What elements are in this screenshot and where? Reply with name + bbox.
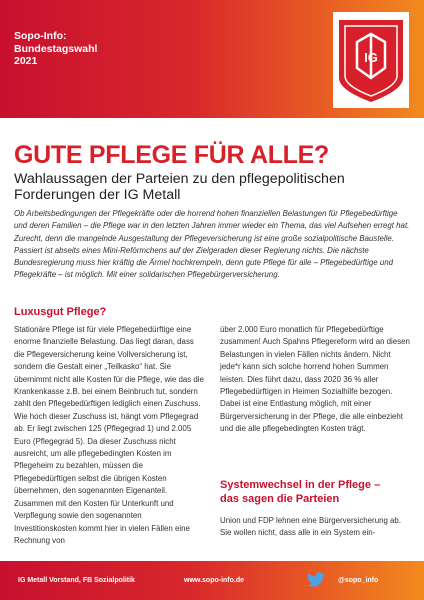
ig-metall-logo-icon [333, 12, 409, 108]
footer-website-link[interactable]: www.sopo-info.de [184, 577, 245, 584]
page-title: GUTE PFLEGE FÜR ALLE? [14, 141, 329, 169]
footer-org: IG Metall Vorstand, FB Sozialpolitik [18, 577, 135, 584]
twitter-bird-icon[interactable] [306, 572, 326, 588]
body-text-right: über 2.000 Euro monatlich für Pflegebedürftige zusammen! Auch Spahns Pflegereform wird an diesen Belastungen in vielen Fällen nichts ändern. Nicht jede*r kann sich solche horrend hohen Summen leisten. Dies führt dazu, dass 2020 36 % aller Pflegebedürftigen in Heimen Sozialhilfe bezogen. Dabei ist eine Entlastung möglich, mit einer Bürgerversicherung in der Pflege, die alle einbezieht und die alle pflegebedingten Kosten trägt. [220, 325, 410, 434]
header-label: Sopo-Info: Bundestagswahl 2021 [14, 30, 98, 67]
ig-metall-logo [333, 12, 409, 108]
section-heading-systemwechsel: Systemwechsel in der Pflege – das sagen die Parteien [220, 479, 381, 505]
footer-twitter-handle[interactable]: @sopo_info [338, 577, 379, 584]
footer-bar [0, 561, 424, 600]
body-text-left: Stationäre Pflege ist für viele Pflegebedürftige eine enorme finanzielle Belastung. Das liegt daran, dass die Pflegeversicherung keine Vollversicherung ist, sondern die Gestalt einer „Teilkasko“ hat. Sie übernimmt nicht alle Kosten für die Pflege, wie das die Krankenkasse z.B. bei einem Beinbruch tut, sondern zahlt den Pflegebedürftigen lediglich einen Zuschuss. Wie hoch dieser Zuschuss ist, hängt vom Pflegegrad ab. Er liegt zwischen 125 (Pflegegrad 1) und 2.005 Euro (Pflegegrad 5). Da dieser Zuschuss nicht ausreicht, um alle pflegebedingten Kosten im Pflegeheim zu bezahlen, müssen die Pflegebedürftigen selbst die übrigen Kosten übernehmen, den sogenannten Eigenanteil. Zusammen mit den Kosten für Unterkunft und Verpflegung sowie den sogenannten Investitionskosten kommt hier in vielen Fällen eine Rechnung von [14, 325, 204, 545]
header-banner [0, 0, 424, 118]
page-subtitle: Wahlaussagen der Parteien zu den pflegepolitischen Forderungen der IG Metall [14, 171, 345, 203]
intro-paragraph: Ob Arbeitsbedingungen der Pflegekräfte oder die horrend hohen finanziellen Belastungen für Pflegebedürftige und deren Familien – die Pflege war in den letzten Jahren immer wieder ein Thema, das viel Aufsehen erregt hat. Zurecht, denn die mangelnde Ausgestaltung der Pflegeversicherung ist eine große sozialpolitische Baustelle. Passiert ist abseits eines Mini-Reförmchens auf der Zielgeraden dieser Regierung nichts. Die nächste Bundesregierung muss hier kräftig die Ärmel hochkrempeln, denn gute Pflege für alle – Pflegebedürftige und Pflegekräfte – ist möglich. Mit einer solidarischen Pflegebürgerversicherung. [14, 209, 410, 280]
section-heading-luxusgut: Luxusgut Pflege? [14, 306, 107, 318]
logo-text: IG [364, 50, 378, 65]
body-text-systemwechsel: Union und FDP lehnen eine Bürgerversicherung ab. Sie wollen nicht, dass alle in ein System ein- [220, 516, 402, 538]
